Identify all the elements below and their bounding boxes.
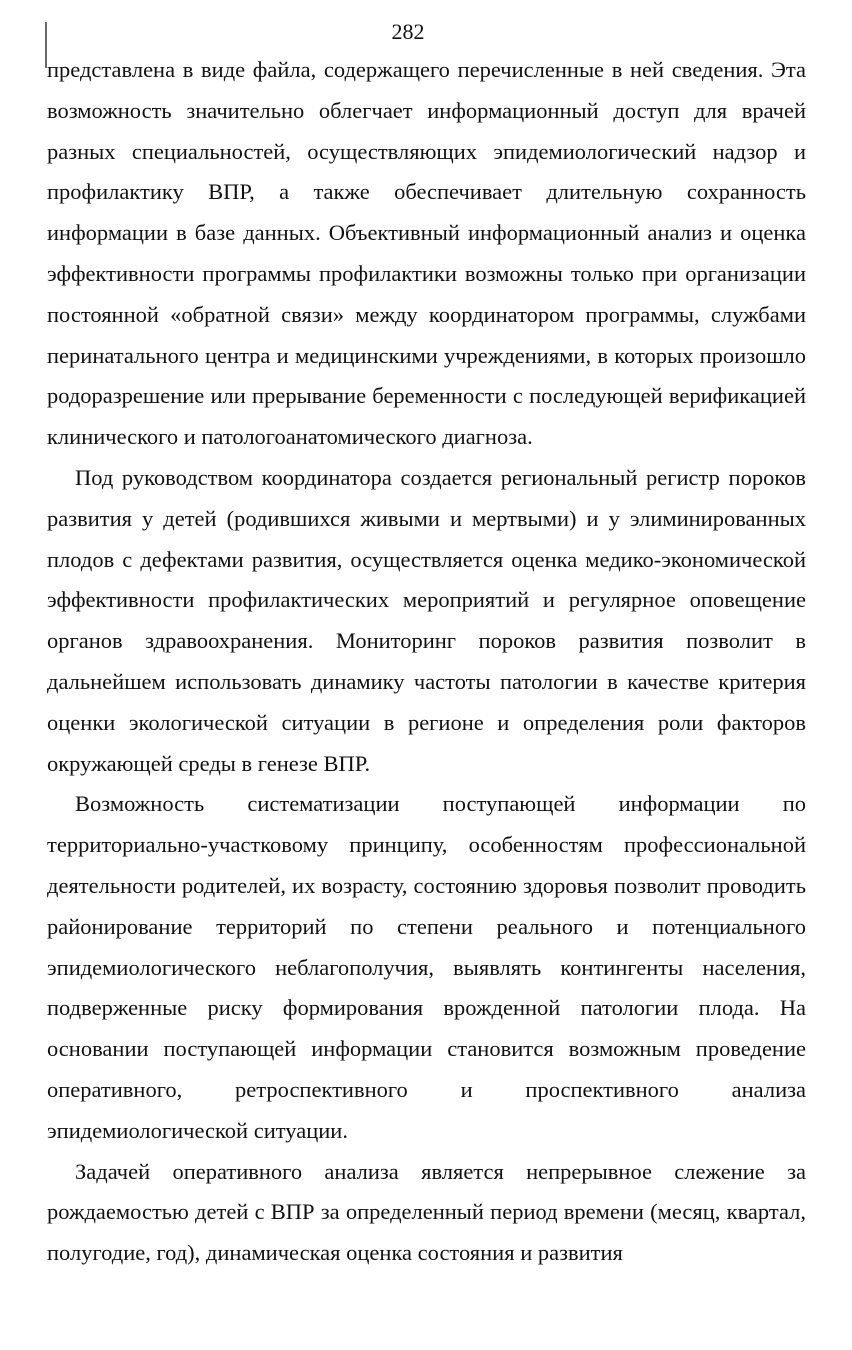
paragraph-3: Возможность систематизации поступающей информации по территориально-участковому принципу, особенностям профессиональной деятельности родителей, их возрасту, состоянию здоровья позволит проводить районирование территорий по степени реального и потенциального эпидемиологического неблагополучия, выявлять контингенты населения, подверженные риску формирования врожденной патологии плода. На основании поступающей информации становится возможным проведение оперативного, ретроспективного и проспективного анализа эпидемиологической ситуации.: [47, 791, 806, 1143]
body-text: [47, 50, 806, 1274]
page-number: 282: [391, 19, 425, 44]
paragraph-2: Под руководством координатора создается региональный регистр пороков развития у детей (родившихся живыми и мертвыми) и у элиминированных плодов с дефектами развития, осуществляется оценка медико-экономической эффективности профилактических мероприятий и регулярное оповещение органов здравоохранения. Мониторинг пороков развития позволит в дальнейшем использовать динамику частоты патологии в качестве критерия оценки экологической ситуации в регионе и определения роли факторов окружающей среды в генезе ВПР.: [47, 464, 806, 776]
paragraph-1: представлена в виде файла, содержащего перечисленные в ней сведения. Эта возможность значительно облегчает информационный доступ для врачей разных специальностей, осуществляющих эпидемиологический надзор и профилактику ВПР, а также обеспечивает длительную сохранность информации в базе данных. Объективный информационный анализ и оценка эффективности программы профилактики возможны только при организации постоянной «обратной связи» между координатором программы, службами перинатального центра и медицинскими учреждениями, в которых произошло родоразрешение или прерывание беременности с последующей верификацией клинического и патологоанатомического диагноза.: [47, 57, 806, 450]
paragraph-4: Задачей оперативного анализа является непрерывное слежение за рождаемостью детей с ВПР за определенный период времени (месяц, квартал, полугодие, год), динамическая оценка состояния и развития: [47, 1158, 806, 1266]
